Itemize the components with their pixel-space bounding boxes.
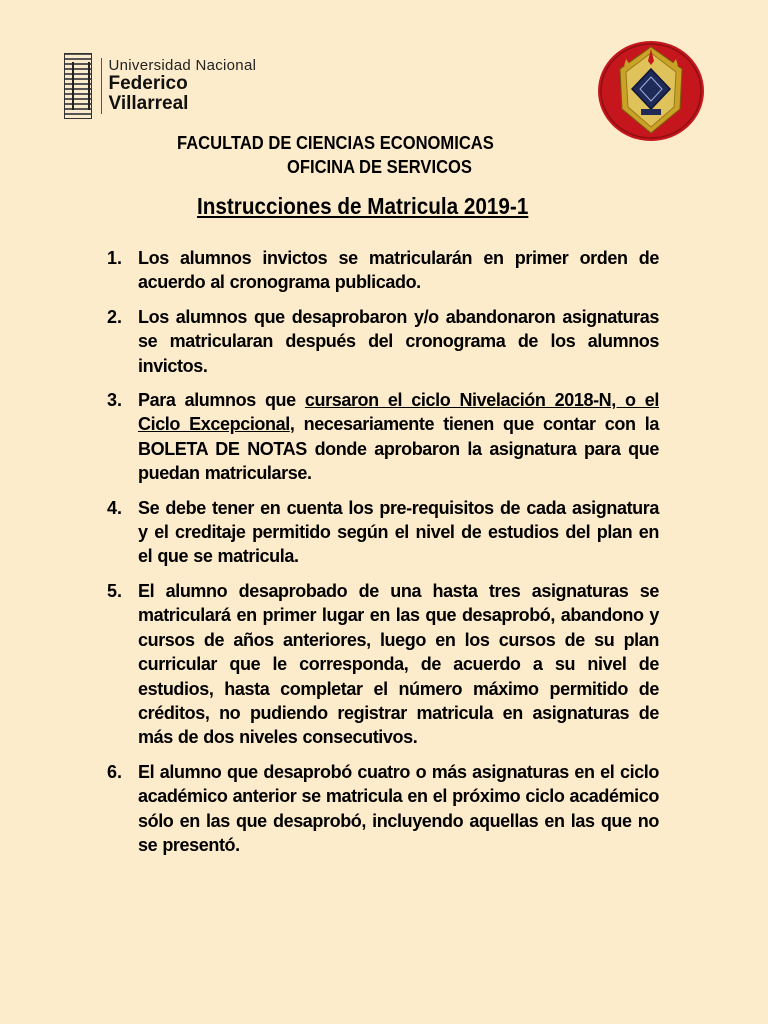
office-heading: OFICINA DE SERVICOS [287,157,472,177]
item-number: 2. [107,306,123,327]
list-item [103,246,659,295]
item-number: 4. [107,497,123,518]
list-item [103,305,659,378]
item-text-part: Para alumnos que [138,390,305,411]
university-logo [64,51,264,121]
item-text: El alumno que desaprobó cuatro o más asignaturas en el ciclo académico anterior se matricula en el próximo ciclo académico sólo en las que desaprobó, incluyendo aquellas en las que no se presentó. [138,761,659,855]
list-item [103,496,659,569]
list-item [103,760,659,858]
item-text [138,388,659,486]
university-emblem-icon [64,53,92,119]
university-name [101,58,264,114]
university-name-line1: Universidad Nacional [108,57,257,75]
page-title: Instrucciones de Matricula 2019-1 [197,193,529,219]
item-number: 3. [107,390,123,411]
item-number: 1. [107,248,123,268]
university-name-line2: Federico Villarreal [108,72,189,114]
item-text: Se debe tener en cuenta los pre-requisitos de cada asignatura y el creditaje permitido según el nivel de estudios del plan en el que se matricula. [138,497,659,567]
list-item [103,388,659,486]
item-text: El alumno desaprobado de una hasta tres asignaturas se matriculará en primer lugar en las que desaprobó, abandono y cursos de años anteriores, luego en los cursos de su plan curricular que le corresponda, de acuerdo a su nivel de estudios, hasta completar el número máximo permitido de créditos, no pudiendo registrar matricula en asignaturas de más de dos niveles consecutivos. [138,580,659,748]
item-number: 6. [107,761,123,782]
item-text-part: , necesariamente tienen que contar con la BOLETA DE NOTAS donde aprobaron la asignatura para que puedan matricularse. [138,414,659,484]
faculty-heading: FACULTAD DE CIENCIAS ECONOMICAS [177,133,494,153]
underlined-text: Ciclo Excepcional [138,414,290,435]
item-text: Los alumnos invictos se matricularán en primer orden de acuerdo al cronograma publicado. [138,248,659,293]
list-item [103,579,659,750]
item-text: Los alumnos que desaprobaron y/o abandonaron asignaturas se matricularan después del cronograma de los alumnos invictos. [138,306,659,376]
instructions-list [103,246,659,867]
faculty-crest-icon [596,39,706,143]
item-number: 5. [107,580,123,601]
underlined-text: cursaron el ciclo Nivelación 2018-N, o el [304,390,659,411]
